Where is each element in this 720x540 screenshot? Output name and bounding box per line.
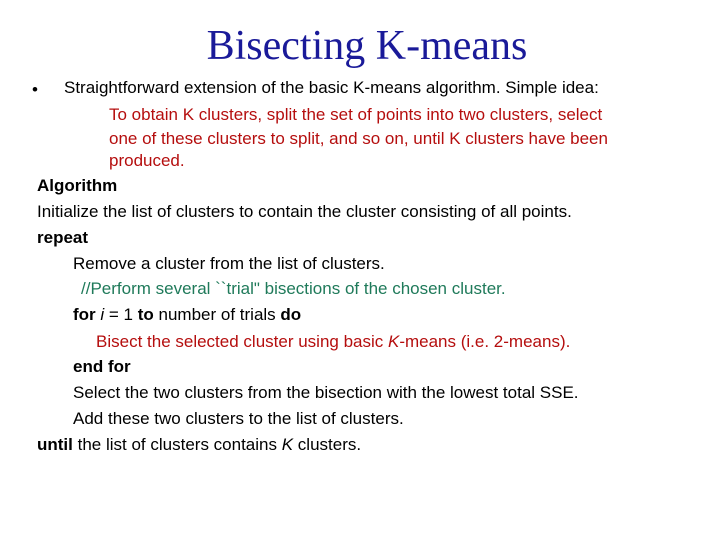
bullet-text: Straightforward extension of the basic K-means algorithm. Simple idea: <box>64 78 599 97</box>
subtext-line: one of these clusters to split, and so on, until K clusters have been <box>109 129 608 148</box>
algorithm-heading: Algorithm <box>37 176 118 195</box>
remove-step: Remove a cluster from the list of clusters. <box>73 254 385 273</box>
repeat-keyword: repeat <box>37 228 89 247</box>
bisect-line: Bisect the selected cluster using basic K-means (i.e. 2-means). <box>96 332 571 351</box>
algorithm-init: Initialize the list of clusters to contain the cluster consisting of all points. <box>37 202 572 221</box>
add-step: Add these two clusters to the list of clusters. <box>73 409 404 428</box>
bullet-marker: • <box>32 80 38 99</box>
subtext-line: To obtain K clusters, split the set of points into two clusters, select <box>109 105 603 124</box>
subtext-line: produced. <box>109 151 185 170</box>
page-title: Bisecting K-means <box>206 23 528 69</box>
select-step: Select the two clusters from the bisection with the lowest total SSE. <box>73 383 579 402</box>
for-line: for i = 1 to number of trials do <box>73 305 302 324</box>
end-for-keyword: end for <box>73 357 131 376</box>
comment-line: //Perform several ``trial" bisections of the chosen cluster. <box>81 279 506 298</box>
until-line: until the list of clusters contains K clusters. <box>37 435 362 454</box>
